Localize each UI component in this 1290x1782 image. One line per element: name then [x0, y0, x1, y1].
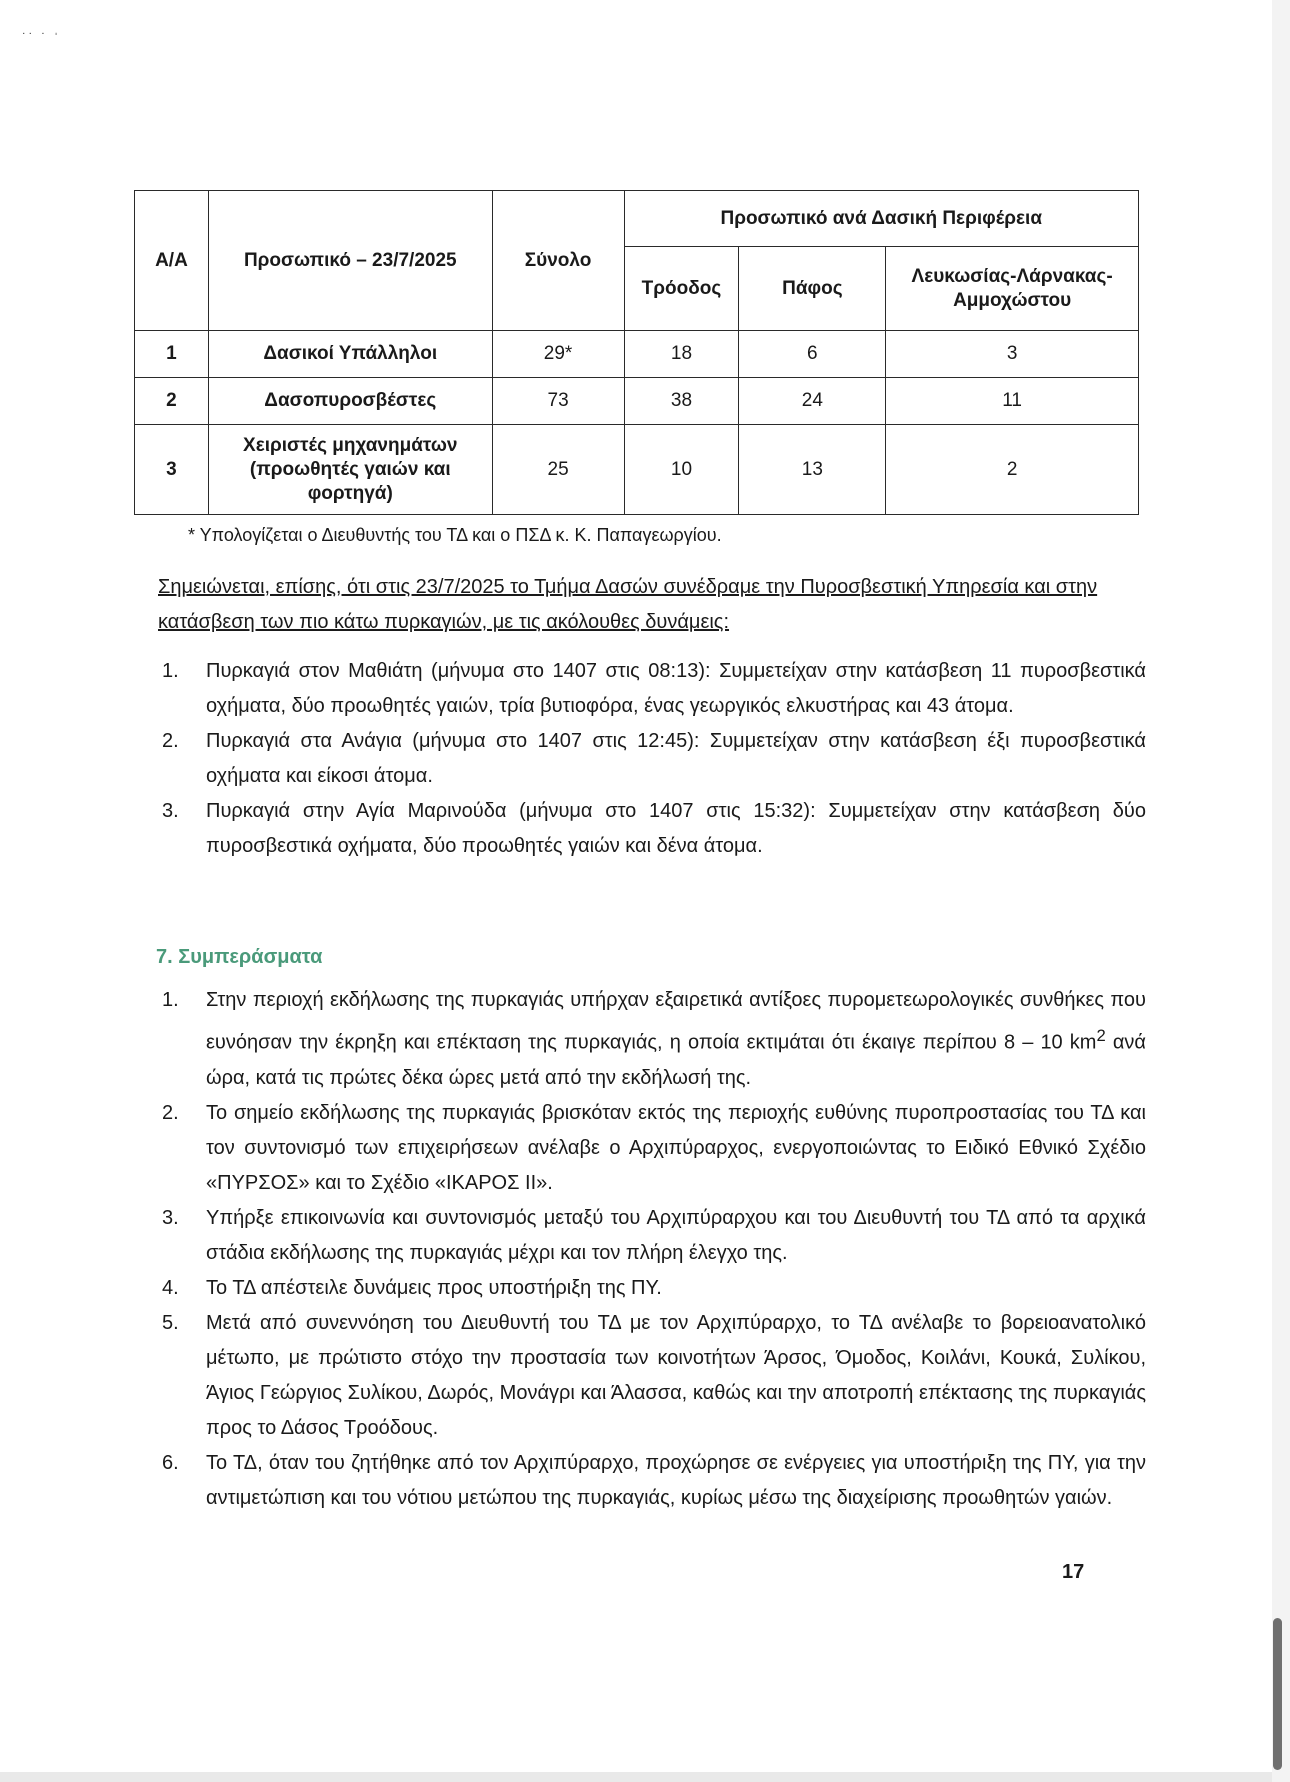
- list-text: Μετά από συνεννόηση του Διευθυντή του ΤΔ με τον Αρχιπύραρχο, το ΤΔ ανέλαβε το βορειοανατολικό μέτωπο, με πρώτιστο στόχο την προστασία των κοινοτήτων Άρσος, Όμοδος, Κοιλάνι, Κουκά, Συλίκου, Άγιος Γεώργιος Συλίκου, Δωρός, Μονάγρι και Άλασσα, καθώς και την αποτροπή επέκτασης της πυρκαγιάς προς το Δάσος Τροόδους.: [206, 1311, 1146, 1439]
- staff-table: [134, 190, 1139, 515]
- list-item: [162, 1306, 1146, 1446]
- list-text: Το ΤΔ, όταν του ζητήθηκε από τον Αρχιπύραρχο, προχώρησε σε ενέργειες για υποστήριξη της ΠΥ, για την αντιμετώπιση και του νότιου μετώπου της πυρκαγιάς, κυρίως μέσω της διαχείρισης προωθητών γαιών.: [206, 1451, 1146, 1509]
- table-row: [135, 331, 1139, 378]
- header-total: Σύνολο: [492, 191, 624, 331]
- cell-name: Δασοπυροσβέστες: [208, 378, 492, 425]
- list-number: 2.: [162, 730, 179, 752]
- cell-total: 73: [492, 378, 624, 425]
- list-item: [162, 1096, 1146, 1201]
- list-number: 6.: [162, 1451, 179, 1474]
- cell-aa: 1: [135, 331, 209, 378]
- list-item: [162, 1446, 1146, 1516]
- table-row: [135, 378, 1139, 425]
- cell-total: 29*: [492, 331, 624, 378]
- header-pafos: Πάφος: [739, 247, 886, 331]
- table-header-row: [135, 191, 1139, 247]
- cell-pafos: 13: [739, 425, 886, 515]
- list-number: 3.: [162, 1206, 179, 1229]
- cell-troodos: 18: [624, 331, 739, 378]
- cell-lla: 3: [886, 331, 1139, 378]
- list-number: 1.: [162, 989, 179, 1011]
- cell-troodos: 10: [624, 425, 739, 515]
- list-number: 5.: [162, 1311, 179, 1334]
- cell-total: 25: [492, 425, 624, 515]
- cell-aa: 3: [135, 425, 209, 515]
- list-text: Πυρκαγιά στα Ανάγια (μήνυμα στο 1407 στις 12:45): Συμμετείχαν στην κατάσβεση έξι πυροσβεστικά οχήματα και είκοσι άτομα.: [206, 730, 1146, 787]
- fires-list: [162, 654, 1146, 864]
- scrollbar-track[interactable]: [1272, 0, 1290, 1782]
- list-text: Στην περιοχή εκδήλωσης της πυρκαγιάς υπήρχαν εξαιρετικά αντίξοες πυρομετεωρολογικές συνθήκες που ευνόησαν την έκρηξη και επέκταση της πυρκαγιάς, η οποία εκτιμάται ότι έκαιγε περίπου 8 – 10 km: [206, 989, 1146, 1054]
- list-item: [162, 794, 1146, 864]
- header-aa: Α/Α: [135, 191, 209, 331]
- header-by-region: Προσωπικό ανά Δασική Περιφέρεια: [624, 191, 1139, 247]
- cell-name: Δασικοί Υπάλληλοι: [208, 331, 492, 378]
- conclusions-list: [162, 983, 1146, 1516]
- list-number: 1.: [162, 660, 179, 682]
- table-row: [135, 425, 1139, 515]
- list-number: 2.: [162, 1101, 179, 1124]
- scrollbar-thumb[interactable]: [1273, 1618, 1282, 1770]
- cell-aa: 2: [135, 378, 209, 425]
- header-troodos: Τρόοδος: [624, 247, 739, 331]
- intro-paragraph: Σημειώνεται, επίσης, ότι στις 23/7/2025 το Τμήμα Δασών συνέδραμε την Πυροσβεστική Υπηρεσία και στην κατάσβεση των πιο κάτω πυρκαγιών, με τις ακόλουθες δυνάμεις:: [158, 576, 1098, 633]
- section-title-conclusions: 7. Συμπεράσματα: [156, 946, 323, 968]
- list-text: Πυρκαγιά στον Μαθιάτη (μήνυμα στο 1407 στις 08:13): Συμμετείχαν στην κατάσβεση 11 πυροσβεστικά οχήματα, δύο προωθητές γαιών, τρία βυτιοφόρα, ένας γεωργικός ελκυστήρας και 43 άτομα.: [206, 660, 1146, 717]
- cell-pafos: 6: [739, 331, 886, 378]
- cell-name: Χειριστές μηχανημάτων (προωθητές γαιών και φορτηγά): [208, 425, 492, 515]
- cell-troodos: 38: [624, 378, 739, 425]
- page-number: 17: [1062, 1561, 1085, 1583]
- cell-pafos: 24: [739, 378, 886, 425]
- header-staff: Προσωπικό – 23/7/2025: [208, 191, 492, 331]
- header-lla: Λευκωσίας-Λάρνακας-Αμμοχώστου: [886, 247, 1139, 331]
- table-footnote: * Υπολογίζεται ο Διευθυντής του ΤΔ και ο ΠΣΔ κ. Κ. Παπαγεωργίου.: [188, 525, 722, 545]
- list-text: Το ΤΔ απέστειλε δυνάμεις προς υποστήριξη της ΠΥ.: [206, 1276, 662, 1299]
- list-item: [162, 654, 1146, 724]
- list-item: [162, 1271, 1146, 1306]
- list-number: 3.: [162, 800, 179, 822]
- list-text: Το σημείο εκδήλωσης της πυρκαγιάς βρισκόταν εκτός της περιοχής ευθύνης πυροπροστασίας του ΤΔ και τον συντονισμό των επιχειρήσεων ανέλαβε ο Αρχιπύραρχος, ενεργοποιώντας το Ειδικό Εθνικό Σχέδιο «ΠΥΡΣΟΣ» και το Σχέδιο «ΙΚΑΡΟΣ ΙΙ».: [206, 1101, 1146, 1194]
- list-text-continued: ανά ώρα, κατά τις πρώτες δέκα ώρες μετά από την εκδήλωσή της.: [206, 1031, 1146, 1089]
- list-item: [162, 1201, 1146, 1271]
- list-item: [162, 724, 1146, 794]
- list-item: [162, 983, 1146, 1096]
- list-number: 4.: [162, 1276, 179, 1299]
- cell-lla: 11: [886, 378, 1139, 425]
- scan-specks: ˙˙ ˙ ˈ: [22, 30, 61, 46]
- list-text: Πυρκαγιά στην Αγία Μαρινούδα (μήνυμα στο 1407 στις 15:32): Συμμετείχαν στην κατάσβεση δύο πυροσβεστικά οχήματα, δύο προωθητές γαιών και δένα άτομα.: [206, 800, 1146, 857]
- cell-lla: 2: [886, 425, 1139, 515]
- superscript: 2: [1096, 1026, 1106, 1045]
- list-text: Υπήρξε επικοινωνία και συντονισμός μεταξύ του Αρχιπύραρχου και του Διευθυντή του ΤΔ από τα αρχικά στάδια εκδήλωσης της πυρκαγιάς μέχρι και τον πλήρη έλεγχο της.: [206, 1206, 1146, 1264]
